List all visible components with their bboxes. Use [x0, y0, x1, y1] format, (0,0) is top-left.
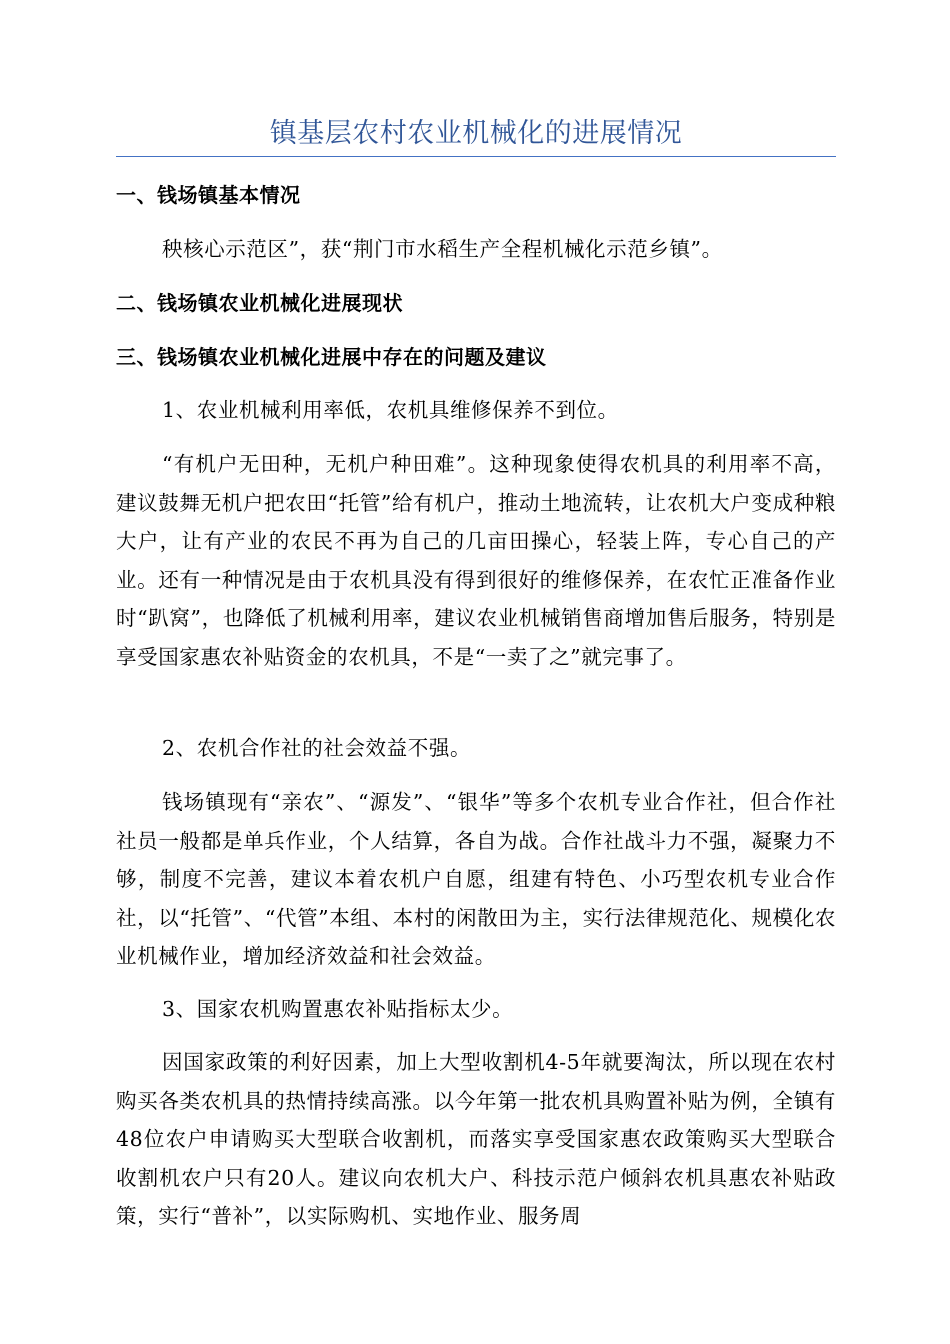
section-1-paragraph: 秧核心示范区”，获“荆门市水稻生产全程机械化示范乡镇”。: [162, 237, 723, 261]
item-3-body: 因国家政策的利好因素，加上大型收割机4-5年就要淘汰，所以现在农村购买各类农机具的热情持续高涨。以今年第一批农机具购置补贴为例，全镇有48位农户申请购买大型联合收割机，而落实享受国家惠农政策购买大型联合收割机农户只有20人。建议向农机大户、科技示范户倾斜农机具惠农补贴政策，实行“普补”，以实际购机、实地作业、服务周: [116, 1050, 836, 1228]
item-2-body: 钱场镇现有“亲农”、“源发”、“银华”等多个农机专业合作社，但合作社社员一般都是单兵作业，个人结算，各自为战。合作社战斗力不强，凝聚力不够，制度不完善，建议本着农机户自愿，组建有特色、小巧型农机专业合作社，以“托管”、“代管”本组、本村的闲散田为主，实行法律规范化、规模化农业机械作业，增加经济效益和社会效益。: [116, 790, 836, 968]
item-1-body: “有机户无田种，无机户种田难”。这种现象使得农机具的利用率不高，建议鼓舞无机户把农田“托管”给有机户，推动土地流转，让农机大户变成种粮大户，让有产业的农民不再为自己的几亩田操心，轻装上阵，专心自己的产业。还有一种情况是由于农机具没有得到很好的维修保养，在农忙正准备作业时“趴窝”，也降低了机械利用率，建议农业机械销售商增加售后服务，特别是享受国家惠农补贴资金的农机具，不是“一卖了之”就完事了。: [116, 452, 836, 669]
document-title: 镇基层农村农业机械化的进展情况: [116, 112, 836, 157]
item-1-title: 1、农业机械利用率低，农机具维修保养不到位。: [162, 398, 619, 422]
item-3-title: 3、国家农机购置惠农补贴指标太少。: [162, 997, 514, 1021]
section-heading-2: 二、钱场镇农业机械化进展现状: [116, 291, 403, 315]
section-heading-3: 三、钱场镇农业机械化进展中存在的问题及建议: [116, 345, 547, 369]
section-heading-1: 一、钱场镇基本情况: [116, 183, 301, 207]
item-2-title: 2、农机合作社的社会效益不强。: [162, 736, 472, 760]
